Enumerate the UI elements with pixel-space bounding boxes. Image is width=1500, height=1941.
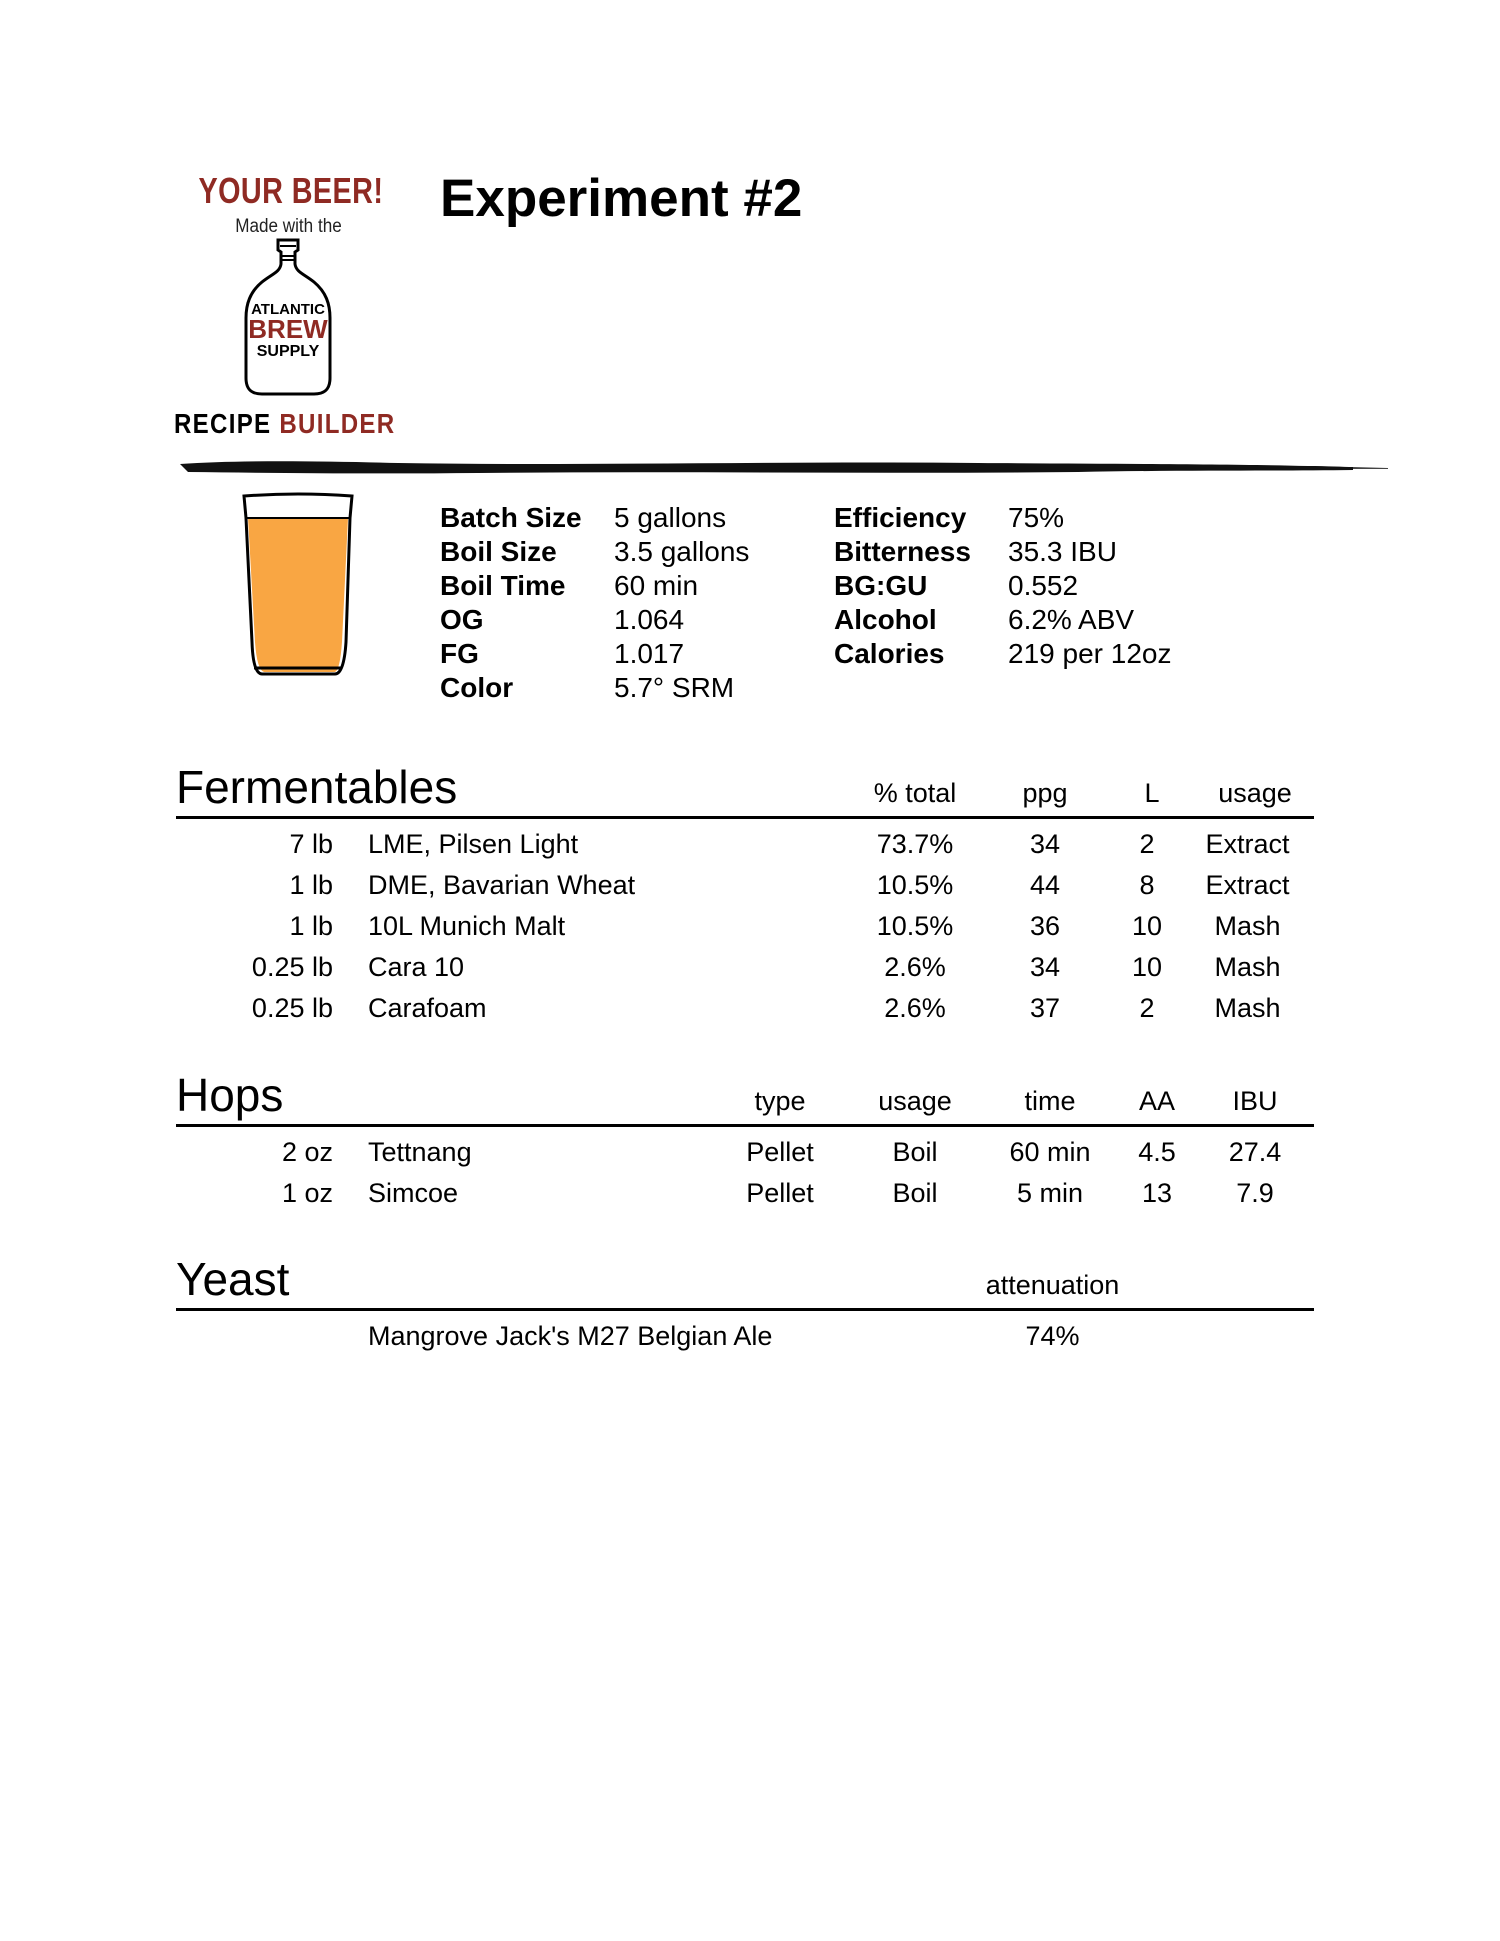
fermentable-pct: 10.5%	[876, 911, 954, 941]
brand-logo	[176, 170, 401, 440]
stat-label-boil-size: Boil Size	[440, 536, 557, 567]
stat-label-batch-size: Batch Size	[440, 502, 582, 533]
fermentable-l: 8	[1139, 870, 1155, 900]
fermentable-name: Carafoam	[368, 993, 487, 1023]
fermentable-amount: 1 lb	[289, 870, 333, 900]
fermentables-title: Fermentables	[176, 761, 458, 813]
stat-label-bggu: BG:GU	[834, 570, 928, 601]
stat-value-bggu: 0.552	[1008, 570, 1079, 601]
fermentable-l: 2	[1139, 829, 1155, 859]
fermentable-ppg: 44	[1029, 870, 1061, 900]
stat-value-calories: 219 per 12oz	[1008, 638, 1172, 669]
hops-header-ibu: IBU	[1232, 1086, 1278, 1116]
stat-value-boil-size: 3.5 gallons	[614, 536, 750, 567]
jug-text-atlantic: ATLANTIC	[251, 301, 325, 318]
fermentable-ppg: 34	[1029, 829, 1061, 859]
stat-value-og: 1.064	[614, 604, 685, 635]
yeast-title: Yeast	[176, 1253, 290, 1305]
stat-label-efficiency: Efficiency	[834, 502, 967, 533]
hops-header-aa: AA	[1138, 1086, 1176, 1116]
jug-icon	[238, 238, 338, 398]
hops-header-usage: usage	[878, 1086, 952, 1116]
stat-value-alcohol: 6.2% ABV	[1008, 604, 1135, 635]
fermentable-pct: 10.5%	[876, 870, 954, 900]
hops-divider	[176, 1124, 1314, 1127]
fermentable-name: LME, Pilsen Light	[368, 829, 579, 859]
hop-time: 5 min	[1016, 1178, 1084, 1208]
fermentable-amount: 0.25 lb	[251, 952, 333, 982]
fermentable-usage: Extract	[1205, 870, 1290, 900]
hops-header-time: time	[1024, 1086, 1076, 1116]
fermentable-ppg: 34	[1029, 952, 1061, 982]
fermentables-header-pct: % total	[873, 778, 957, 808]
stat-value-color: 5.7° SRM	[614, 672, 735, 703]
hop-time: 60 min	[1009, 1137, 1091, 1167]
fermentables-header-ppg: ppg	[1022, 778, 1068, 808]
fermentable-amount: 1 lb	[289, 911, 333, 941]
hop-amount: 1 oz	[281, 1178, 333, 1208]
hop-name: Tettnang	[368, 1137, 472, 1167]
jug-text-supply: SUPPLY	[256, 343, 320, 360]
stat-label-og: OG	[440, 604, 484, 635]
yeast-divider	[176, 1308, 1314, 1311]
hop-amount: 2 oz	[281, 1137, 333, 1167]
hop-aa: 13	[1141, 1178, 1173, 1208]
fermentable-ppg: 37	[1029, 993, 1061, 1023]
logo-recipe: RECIPE	[174, 408, 272, 439]
fermentables-divider	[176, 816, 1314, 819]
stat-value-boil-time: 60 min	[614, 570, 699, 601]
fermentables-header-usage: usage	[1218, 778, 1292, 808]
stat-label-color: Color	[440, 672, 514, 703]
logo-made-with: Made with the	[235, 216, 342, 237]
stat-label-alcohol: Alcohol	[834, 604, 937, 635]
hop-ibu: 27.4	[1228, 1137, 1282, 1167]
stat-label-fg: FG	[440, 638, 479, 669]
fermentable-name: 10L Munich Malt	[368, 911, 566, 941]
fermentable-pct: 2.6%	[884, 952, 946, 982]
yeast-name: Mangrove Jack's M27 Belgian Ale	[368, 1321, 773, 1351]
fermentable-pct: 73.7%	[876, 829, 954, 859]
fermentables-header-l: L	[1144, 778, 1160, 808]
beer-glass-icon	[240, 492, 355, 677]
fermentable-amount: 0.25 lb	[251, 993, 333, 1023]
recipe-title: Experiment #2	[440, 169, 803, 228]
hop-type: Pellet	[746, 1137, 814, 1167]
fermentable-l: 10	[1131, 911, 1163, 941]
fermentable-l: 2	[1139, 993, 1155, 1023]
logo-builder: BUILDER	[279, 408, 396, 439]
fermentable-usage: Mash	[1214, 993, 1281, 1023]
hop-usage: Boil	[892, 1137, 938, 1167]
stat-label-calories: Calories	[834, 638, 945, 669]
logo-your-beer: YOUR BEER!	[198, 170, 384, 211]
stat-label-boil-time: Boil Time	[440, 570, 566, 601]
fermentable-pct: 2.6%	[884, 993, 946, 1023]
fermentable-l: 10	[1131, 952, 1163, 982]
hop-aa: 4.5	[1138, 1137, 1176, 1167]
hop-ibu: 7.9	[1236, 1178, 1274, 1208]
fermentable-name: DME, Bavarian Wheat	[368, 870, 636, 900]
fermentable-amount: 7 lb	[289, 829, 333, 859]
fermentable-usage: Mash	[1214, 952, 1281, 982]
stat-value-fg: 1.017	[614, 638, 685, 669]
divider-brush-stroke	[178, 455, 1393, 479]
hops-title: Hops	[176, 1069, 284, 1121]
fermentable-usage: Extract	[1205, 829, 1290, 859]
stat-value-bitterness: 35.3 IBU	[1008, 536, 1117, 567]
hops-header-type: type	[754, 1086, 806, 1116]
fermentable-usage: Mash	[1214, 911, 1281, 941]
hop-usage: Boil	[892, 1178, 938, 1208]
stat-value-efficiency: 75%	[1008, 502, 1065, 533]
jug-text-brew: BREW	[248, 314, 328, 344]
stat-label-bitterness: Bitterness	[834, 536, 971, 567]
hop-name: Simcoe	[368, 1178, 459, 1208]
yeast-header-attenuation: attenuation	[985, 1270, 1120, 1300]
stat-value-batch-size: 5 gallons	[614, 502, 727, 533]
fermentable-ppg: 36	[1029, 911, 1061, 941]
fermentable-name: Cara 10	[368, 952, 465, 982]
logo-recipe-builder	[174, 408, 396, 440]
hop-type: Pellet	[746, 1178, 814, 1208]
yeast-attenuation: 74%	[1025, 1321, 1080, 1351]
